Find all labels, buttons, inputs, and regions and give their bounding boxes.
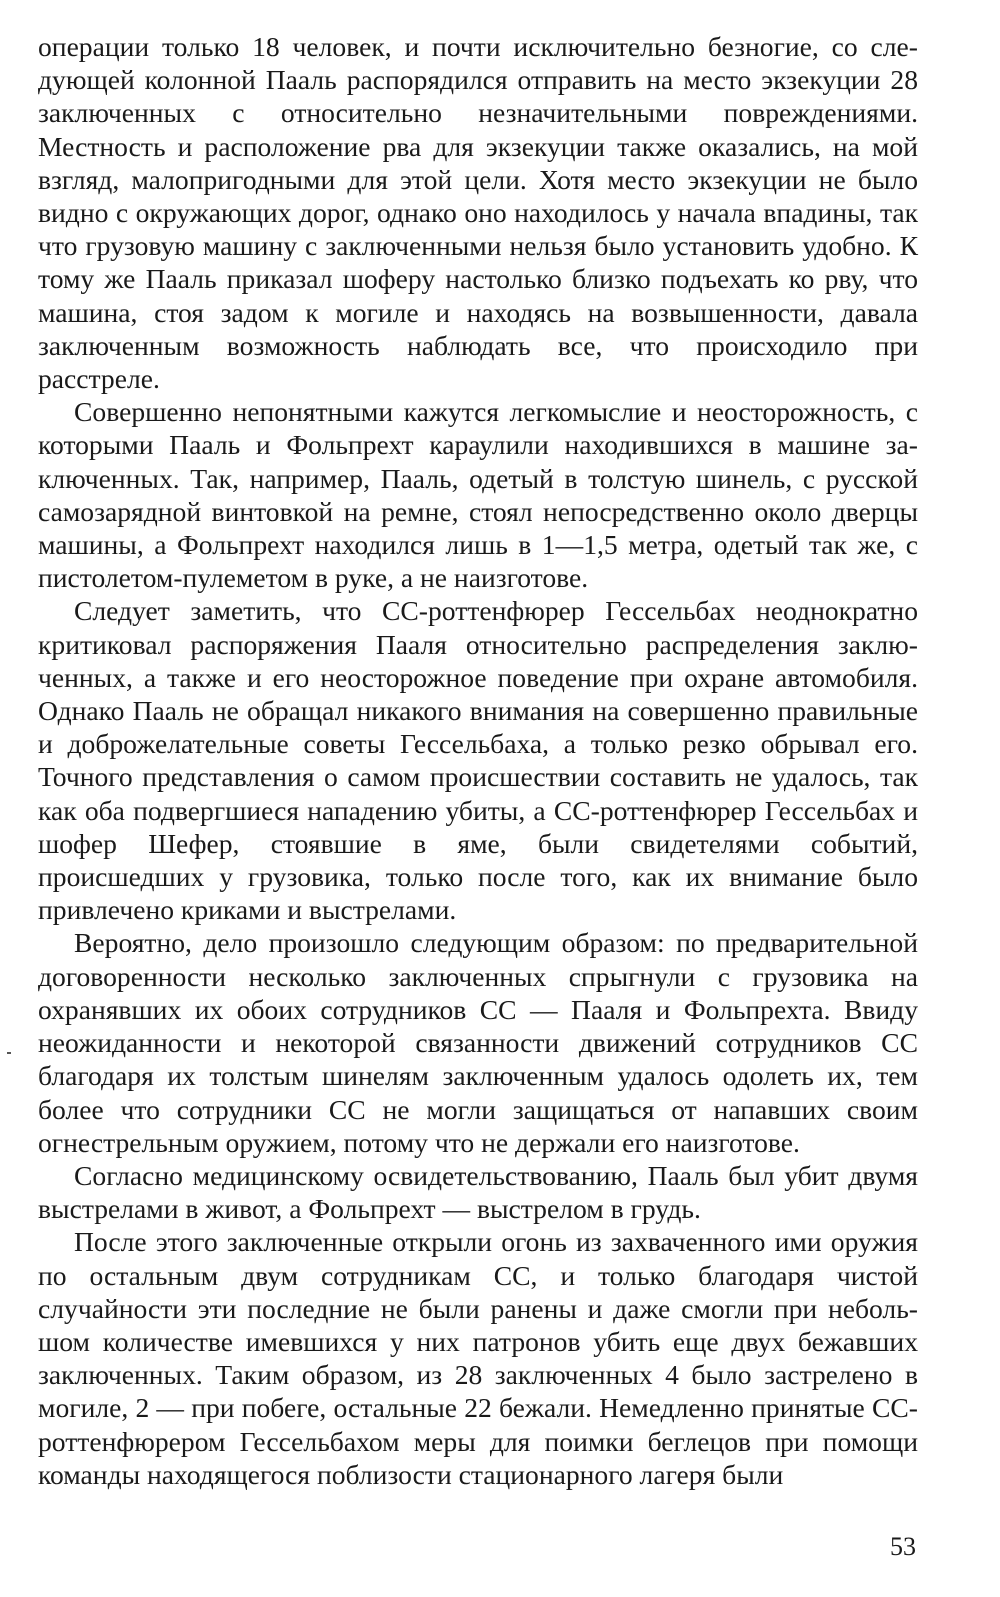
paragraph-1: операции только 18 человек, и почти исключительно безногие, со следующей колонной Пааль распорядился отправить на место экзекуции 28 заключенных с относительно незначительными повреждениями. Местность и расположение рва для экзекуции также оказались, на мой взгляд, малопригодными для этой цели. Хотя место экзекуции не было видно с окружающих дорог, однако оно находилось у начала впадины, так что грузовую машину с заключенными нельзя было установить удобно. К тому же Пааль приказал шоферу настолько близко подъехать ко рву, что машина, стоя задом к могиле и находясь на возвышенности, давала заключенным возможность наблюдать все, что происходило при расстреле.: [38, 31, 918, 395]
paragraph-3: Следует заметить, что СС-роттенфюрер Гессельбах неоднократно критиковал распоряжения Пааля относительно распределения заключенных, а также и его неосторожное поведение при охране автомобиля. Однако Пааль не обращал никакого внимания на совершенно правильные и доброжелательные советы Гессельбаха, а только резко обрывал его. Точного представления о самом происшествии составить не удалось, так как оба подвергшиеся нападению убиты, а СС-роттенфюрер Гессельбах и шофер Шефер, стоявшие в яме, были свидетелями событий, происшедших у грузовика, только после того, как их внимание было привлечено криками и выстрелами.: [38, 595, 918, 926]
page-number: 53: [890, 1531, 916, 1561]
paragraph-2: Совершенно непонятными кажутся легкомыслие и неосторожность, с которыми Пааль и Фольпрехт караулили находившихся в машине заключенных. Так, например, Пааль, одетый в толстую шинель, с русской самозарядной винтовкой на ремне, стоял непосредственно около дверцы машины, а Фольпрехт находился лишь в 1—1,5 метра, одетый так же, с пистолетом-пулеметом в руке, а не наизготове.: [38, 396, 918, 594]
book-page: [38, 30, 918, 1575]
paragraph-5: Согласно медицинскому освидетельствованию, Пааль был убит двумя выстрелами в живот, а Фольпрехт — выстрелом в грудь.: [38, 1159, 918, 1225]
paragraph-6: После этого заключенные открыли огонь из захваченного ими оружия по остальным двум сотрудникам СС, и только благодаря чистой случайности эти последние не были ранены и даже смогли при небольшом количестве имевшихся у них патронов убить еще двух бежавших заключенных. Таким образом, из 28 заключенных 4 было застрелено в могиле, 2 — при побеге, остальные 22 бежали. Немедленно принятые СС-роттенфюрером Гессельбахом меры для поимки беглецов при помощи команды находящегося поблизости стационарного лагеря были: [38, 1226, 918, 1490]
margin-mark: [7, 1052, 11, 1054]
paragraph-4: Вероятно, дело произошло следующим образом: по предварительной договоренности несколько заключенных спрыгнули с грузовика на охранявших их обоих сотрудников СС — Пааля и Фольпрехта. Ввиду неожиданности и некоторой связанности движений сотрудников СС благодаря их толстым шинелям заключенным удалось одолеть их, тем более что сотрудники СС не могли защищаться от напавших своим огнестрельным оружием, потому что не держали его наизготове.: [38, 927, 918, 1158]
